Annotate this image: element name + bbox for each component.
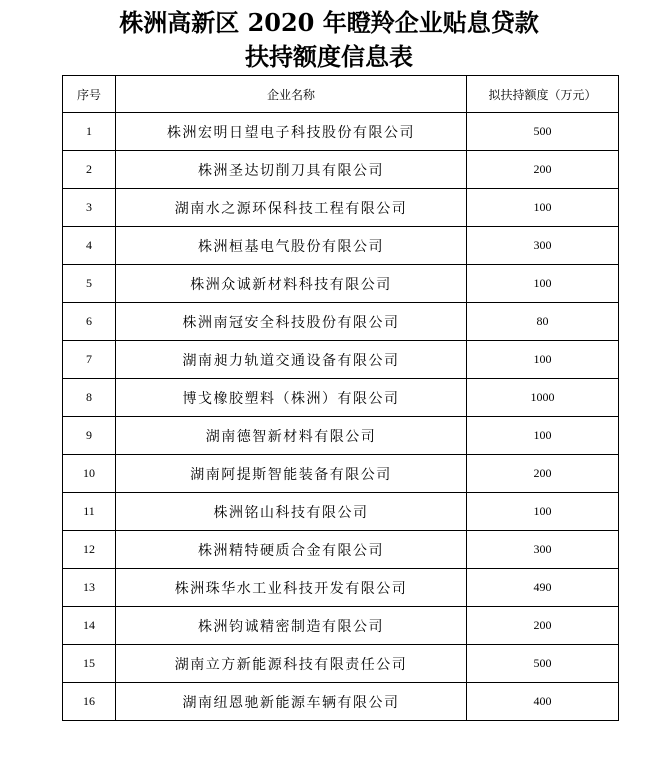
table-row [63,113,619,151]
row-seq: 10 [63,455,116,493]
row-seq: 12 [63,531,116,569]
row-seq: 16 [63,683,116,721]
document-title-line-1: 株洲高新区 2020 年瞪羚企业贴息贷款 [119,8,539,37]
table-body [63,113,619,721]
row-company-name: 株洲珠华水工业科技开发有限公司 [116,569,467,607]
table-row [63,493,619,531]
row-company-name: 湖南纽恩驰新能源车辆有限公司 [116,683,467,721]
document-title-line-2: 扶持额度信息表 [245,42,413,71]
row-company-name: 湖南立方新能源科技有限责任公司 [116,645,467,683]
row-amount: 1000 [467,379,619,417]
header-company-name: 企业名称 [116,76,467,113]
row-amount: 200 [467,151,619,189]
enterprise-subsidy-table [62,75,619,721]
table-header-row [63,76,619,113]
row-amount: 100 [467,493,619,531]
row-amount: 200 [467,455,619,493]
row-seq: 11 [63,493,116,531]
row-amount: 100 [467,417,619,455]
table-row [63,683,619,721]
row-company-name: 湖南昶力轨道交通设备有限公司 [116,341,467,379]
row-company-name: 湖南阿提斯智能装备有限公司 [116,455,467,493]
row-company-name: 株洲钧诚精密制造有限公司 [116,607,467,645]
row-company-name: 湖南德智新材料有限公司 [116,417,467,455]
row-seq: 8 [63,379,116,417]
row-seq: 4 [63,227,116,265]
row-company-name: 株洲南冠安全科技股份有限公司 [116,303,467,341]
row-seq: 2 [63,151,116,189]
table-row [63,531,619,569]
table-row [63,189,619,227]
row-seq: 6 [63,303,116,341]
row-amount: 100 [467,341,619,379]
row-amount: 100 [467,189,619,227]
row-company-name: 株洲精特硬质合金有限公司 [116,531,467,569]
row-amount: 200 [467,607,619,645]
table-row [63,607,619,645]
row-company-name: 株洲宏明日望电子科技股份有限公司 [116,113,467,151]
row-company-name: 株洲铭山科技有限公司 [116,493,467,531]
table-row [63,303,619,341]
header-seq: 序号 [63,76,116,113]
table-row [63,227,619,265]
row-amount: 500 [467,645,619,683]
row-seq: 1 [63,113,116,151]
row-amount: 490 [467,569,619,607]
row-company-name: 湖南水之源环保科技工程有限公司 [116,189,467,227]
table-row [63,151,619,189]
row-company-name: 株洲众诚新材料科技有限公司 [116,265,467,303]
table-row [63,645,619,683]
row-amount: 500 [467,113,619,151]
row-amount: 80 [467,303,619,341]
row-company-name: 株洲桓基电气股份有限公司 [116,227,467,265]
table-row [63,455,619,493]
table-row [63,417,619,455]
row-seq: 15 [63,645,116,683]
row-seq: 13 [63,569,116,607]
row-seq: 5 [63,265,116,303]
row-amount: 100 [467,265,619,303]
row-company-name: 博戈橡胶塑料（株洲）有限公司 [116,379,467,417]
row-amount: 400 [467,683,619,721]
row-seq: 9 [63,417,116,455]
row-seq: 3 [63,189,116,227]
row-company-name: 株洲圣达切削刀具有限公司 [116,151,467,189]
table-row [63,569,619,607]
row-seq: 14 [63,607,116,645]
row-amount: 300 [467,531,619,569]
row-seq: 7 [63,341,116,379]
header-amount: 拟扶持额度（万元） [467,76,619,113]
table-row [63,379,619,417]
row-amount: 300 [467,227,619,265]
table-row [63,265,619,303]
table-row [63,341,619,379]
